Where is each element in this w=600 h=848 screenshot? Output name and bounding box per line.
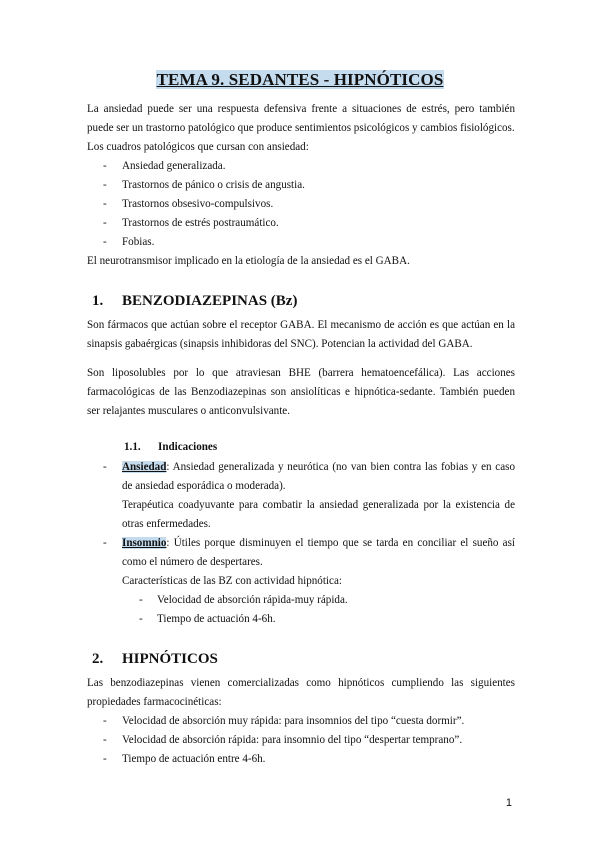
intro-paragraph-1: La ansiedad puede ser una respuesta defensiva frente a situaciones de estrés, pero también puede ser un trastorno patológico que produce sentimientos psicológicos y cambios fisiológicos. xyxy=(87,103,515,134)
section-1-title: BENZODIAZEPINAS (Bz) xyxy=(122,293,298,309)
section-2-heading xyxy=(92,651,218,668)
intro-paragraph-3: El neurotransmisor implicado en la etiología de la ansiedad es el GABA. xyxy=(87,255,410,267)
list-item: - Velocidad de absorción muy rápida: para insomnios del tipo “cuesta dormir”. xyxy=(87,712,515,731)
section-1-body xyxy=(87,316,515,354)
subsection-1-1-heading xyxy=(124,441,217,453)
subsection-number: 1.1. xyxy=(124,441,141,453)
list-item: - Velocidad de absorción rápida-muy rápida. xyxy=(87,591,515,610)
indication-ansiedad xyxy=(87,458,515,496)
indications-items-2 xyxy=(87,534,515,572)
list-item: - Tiempo de actuación 4-6h. xyxy=(87,610,515,629)
section-1-number: 1. xyxy=(92,293,104,309)
indications-list xyxy=(87,458,515,629)
page-title xyxy=(0,70,600,90)
insomnio-text: : Útiles porque disminuyen el tiempo que se tarda en conciliar el sueño así como el número de despertares. xyxy=(122,537,515,568)
indication-insomnio xyxy=(87,534,515,572)
hypnotics-list xyxy=(87,712,515,769)
intro-paragraph-2: Los cuadros patológicos que cursan con ansiedad: xyxy=(87,141,309,153)
section-1-paragraph-1: Son fármacos que actúan sobre el receptor GABA. El mecanismo de acción es que actúan en la sinapsis gabaérgicas (sinapsis inhibidoras del SNC). Potencian la actividad del GABA. xyxy=(87,319,515,350)
bz-hypnotic-list xyxy=(87,591,515,629)
section-2-body xyxy=(87,674,515,769)
ansiedad-extra: Terapéutica coadyuvante para combatir la ansiedad generalizada por la existencia de otras enfermedades. xyxy=(122,499,515,530)
insomnio-extra: Características de las BZ con actividad hipnótica: xyxy=(122,575,342,587)
list-item: - Fobias. xyxy=(87,233,515,252)
ansiedad-text: : Ansiedad generalizada y neurótica (no van bien contra las fobias y en caso de ansiedad esporádica o moderada). xyxy=(122,461,515,492)
list-item: - Tiempo de actuación entre 4-6h. xyxy=(87,750,515,769)
page-title-text: TEMA 9. SEDANTES - HIPNÓTICOS xyxy=(156,70,444,89)
insomnio-label: Insomnio xyxy=(122,537,167,549)
section-1-heading xyxy=(92,293,297,310)
ansiedad-label: Ansiedad xyxy=(122,461,167,473)
section-1-body-2 xyxy=(87,364,515,421)
intro-section xyxy=(87,100,515,271)
indications-items xyxy=(87,458,515,496)
list-item: - Trastornos de pánico o crisis de angustia. xyxy=(87,176,515,195)
section-2-paragraph-1: Las benzodiazepinas vienen comercializadas como hipnóticos cumpliendo las siguientes propiedades farmacocinéticas: xyxy=(87,677,515,708)
subsection-title: Indicaciones xyxy=(158,441,218,453)
page-number: 1 xyxy=(505,797,512,809)
section-2-title: HIPNÓTICOS xyxy=(122,651,218,667)
list-item: - Ansiedad generalizada. xyxy=(87,157,515,176)
list-item: - Velocidad de absorción rápida: para insomnio del tipo “despertar temprano”. xyxy=(87,731,515,750)
section-1-paragraph-2: Son liposolubles por lo que atraviesan BHE (barrera hematoencefálica). Las acciones farmacológicas de las Benzodiazepinas son ansiolíticas e hipnótica-sedante. También pueden ser relajantes musculares o anticonvulsivante. xyxy=(87,367,515,417)
list-item: - Trastornos obsesivo-compulsivos. xyxy=(87,195,515,214)
list-item: - Trastornos de estrés postraumático. xyxy=(87,214,515,233)
section-2-number: 2. xyxy=(92,651,104,667)
anxiety-list xyxy=(87,157,515,252)
